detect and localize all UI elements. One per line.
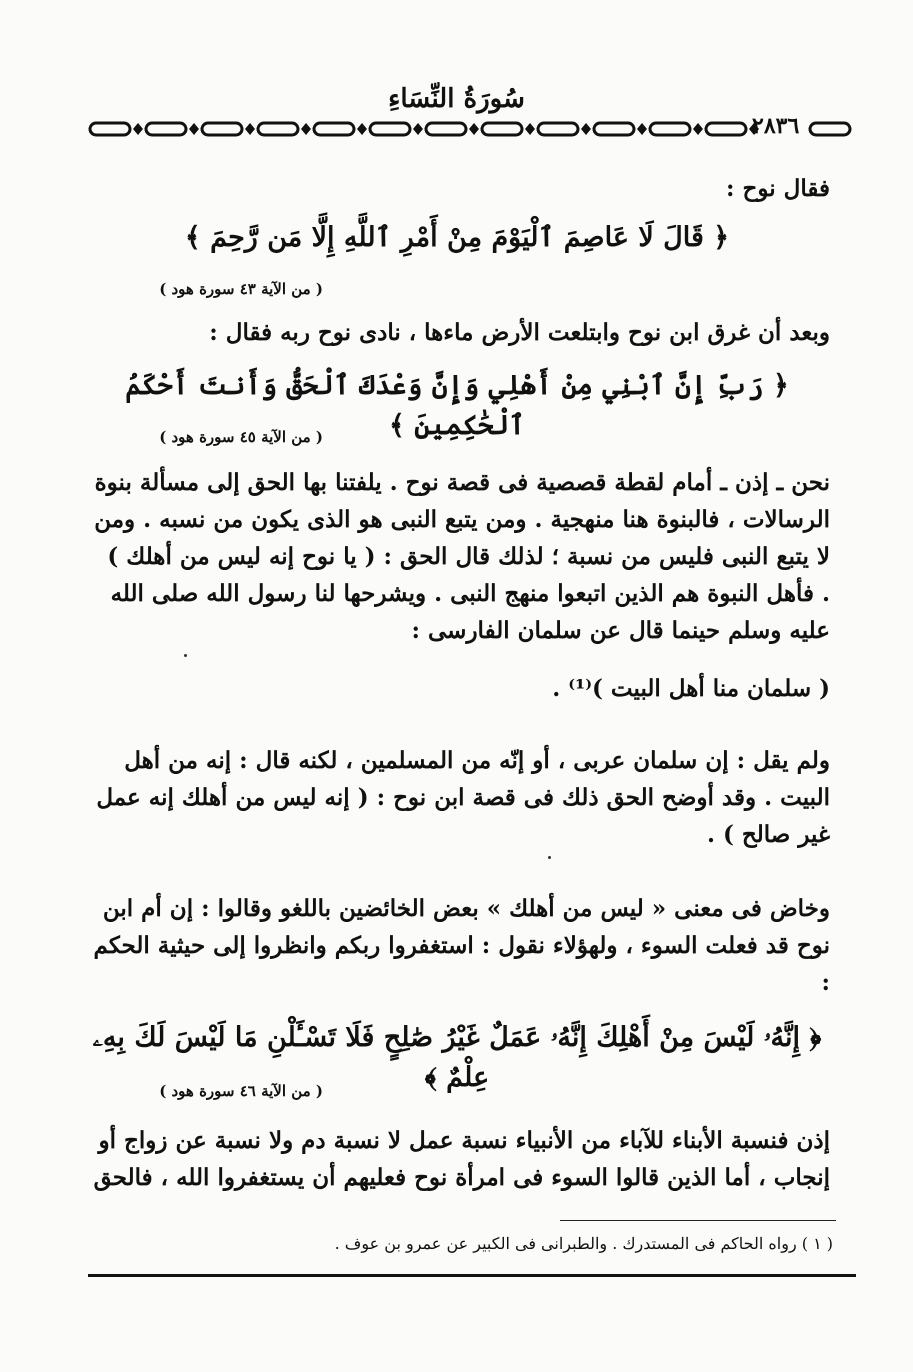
scan-speck — [184, 654, 187, 657]
paragraph-2: نحن ـ إذن ـ أمام لقطة قصصية فى قصة نوح . يلفتنا بها الحق إلى مسألة بنوة الرسالات ، فالبنوة هنا منهجية . ومن يتبع النبى هو الذى يكون من نسبه . ومن لا يتبع النبى فليس من نسبة ؛ لذلك قال الحق : ( يا نوح إنه ليس من أهلك ) . فأهل النبوة هم الذين اتبعوا منهج النبى . ويشرحها لنا رسول الله صلى الله عليه وسلم حينما قال عن سلمان الفارسى : — [94, 469, 830, 644]
paragraph-5: إذن فنسبة الأبناء للآباء من الأنبياء نسبة عمل لا نسبة دم ولا نسبة عن زواج أو إنجاب ، أما الذين قالوا السوء فى امرأة نوح فعليهم أن يستغفروا الله ، فالحق — [93, 1127, 830, 1191]
quran-verse-3: ﴿ إِنَّهُۥ لَيْسَ مِنْ أَهْلِكَ إِنَّهُۥ عَمَلٌ غَيْرُ صَٰلِحٍ فَلَا تَسْـَٔلْنِ مَا لَيْسَ لَكَ بِهِۦ عِلْمٌ ﴾ — [92, 1022, 822, 1093]
verse-citation-1: ( من الآية ٤٣ سورة هود ) — [159, 280, 323, 298]
paragraph-4: وخاض فى معنى « ليس من أهلك » بعض الخائضين باللغو وقالوا : إن أم ابن نوح قد فعلت السوء ، ولهؤلاء نقول : استغفروا ربكم وانظروا إلى حيثية الحكم : — [93, 895, 830, 996]
intro-line: فقال نوح : — [726, 175, 830, 202]
ornamental-chain-border — [88, 120, 768, 138]
verse-citation-2: ( من الآية ٤٥ سورة هود ) — [159, 428, 323, 446]
page-number: ٢٨٣٦ — [752, 113, 800, 139]
footnote: ( ١ ) رواه الحاكم فى المستدرك . والطبرانى فى الكبير عن عمرو بن عوف . — [334, 1234, 833, 1253]
surah-title: سُورَةُ النِّسَاءِ — [388, 84, 525, 114]
verse-citation-3: ( من الآية ٤٦ سورة هود ) — [159, 1082, 323, 1100]
paragraph-1: وبعد أن غرق ابن نوح وابتلعت الأرض ماءها ، نادى نوح ربه فقال : — [209, 319, 830, 346]
scan-speck — [548, 856, 551, 859]
page-bottom-rule — [88, 1274, 856, 1277]
paragraph-3: ولم يقل : إن سلمان عربى ، أو إنّه من المسلمين ، لكنه قال : إنه من أهل البيت . وقد أوضح الحق ذلك فى قصة ابن نوح : ( إنه ليس من أهلك إنه عمل غير صالح ) . — [96, 747, 830, 848]
hadith-quote: ( سلمان منا أهل البيت )⁽¹⁾ . — [552, 675, 830, 702]
footnote-separator — [560, 1220, 836, 1221]
quran-verse-2: ﴿ رَبِّ إِنَّ ٱبْنِي مِنْ أَهْلِي وَإِنَّ وَعْدَكَ ٱلْحَقُّ وَأَنتَ أَحْكَمُ ٱلْحَٰكِمِينَ ﴾ — [125, 370, 789, 441]
chain-end-ornament — [808, 120, 854, 138]
quran-verse-1: ﴿ قَالَ لَا عَاصِمَ ٱلْيَوْمَ مِنْ أَمْرِ ٱللَّهِ إِلَّا مَن رَّحِمَ ﴾ — [184, 222, 730, 253]
